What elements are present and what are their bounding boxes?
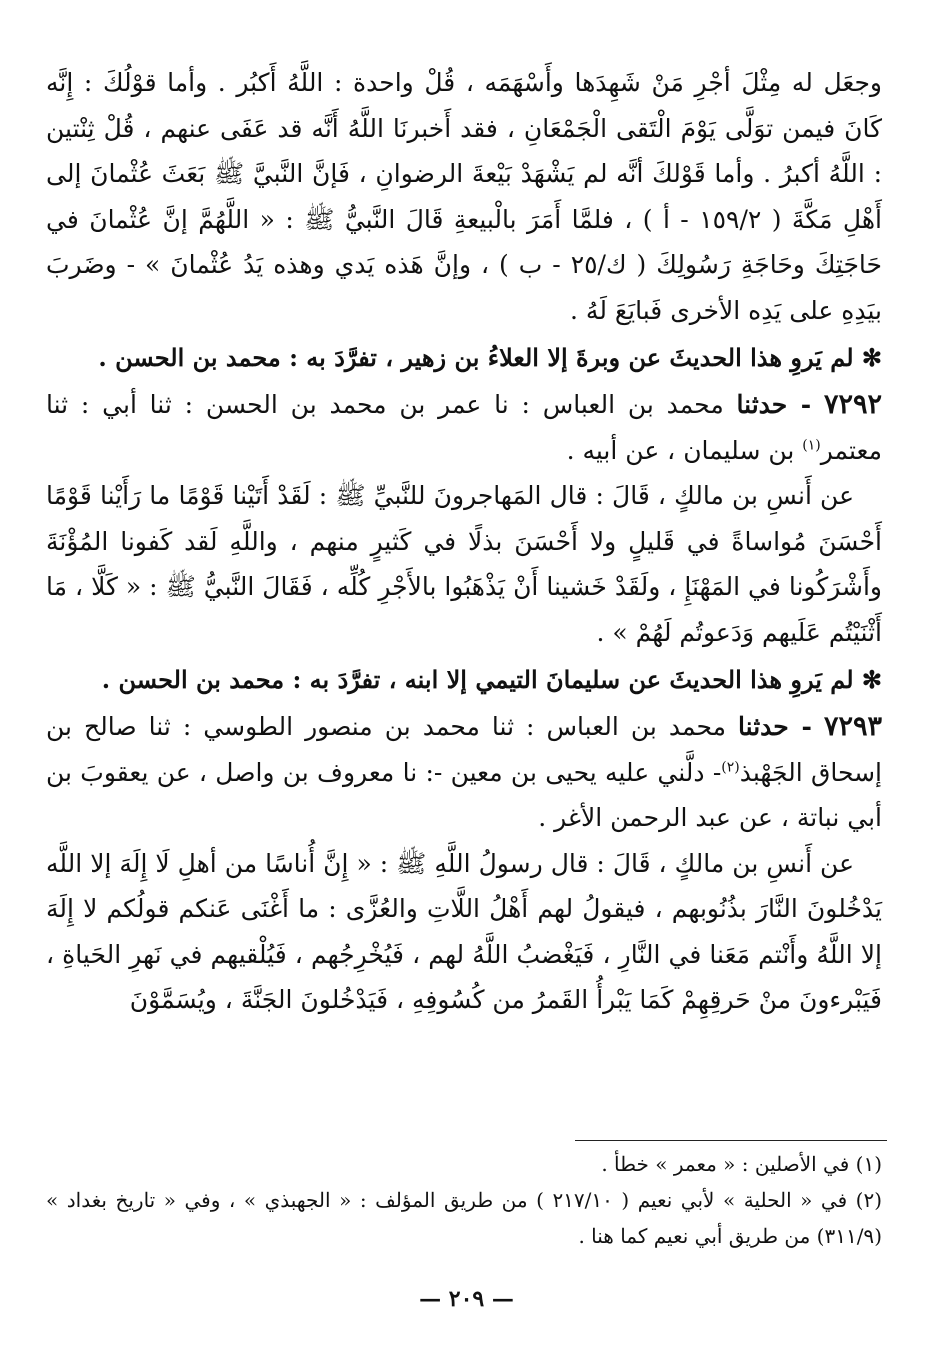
footnotes	[46, 1146, 882, 1254]
hadith-number: ٧٢٩٣	[823, 711, 882, 742]
hadith-isnad-tail: - دلَّني عليه يحيى بن معين -: نا معروف بن واصل ، عن يعقوبَ بن أبي نباتة ، عن عبد الرحمن الأغر .	[46, 757, 882, 832]
hadith-text-continued: وجعَل له مِثْلَ أجْرِ مَنْ شَهِدَها وأَسْهَمَه ، قُلْ واحدة : اللَّهُ أَكبُر . وأما قوْلُكَ : إِنَّه كَانَ فيمن توَلَّى يَوْمَ الْتَقى الْجَمْعَانِ ، فقد أَخبرنَا اللَّهُ أَنَّه قد عَفَى عنهم ، قُلْ ثِنْتين : اللَّهُ أكبرُ . وأما قَوْلكَ أنَّه لم يَشْهَدْ بَيْعةَ الرضوانِ ، فَإنَّ النَّبيَّ ﷺ بَعَثَ عُثْمانَ إلى أَهْلِ مَكَّةَ ( ١٥٩/٢ - أ ) ، فلمَّا أَمَرَ بالْبيعةِ قَالَ النَّبيُّ ﷺ : « اللَّهُمَّ إنَّ عُثْمانَ في حَاجَتِكَ وحَاجَةِ رَسُولِكَ ( ك/٢٥ - ب ) ، وإنَّ هَذه يَدي وهذه يَدُ عُثْمانَ » - وضَربَ بيَدِهِ على يَدِه الأخرى فَبايَعَ لَهُ .	[46, 68, 882, 325]
page-number: — ٢٠٩ —	[419, 1286, 514, 1312]
narration-note-text: لم يَروِ هذا الحديثَ عن سليمانَ التيمي إلا ابنه ، تفرَّدَ به : محمد بن الحسن .	[101, 665, 854, 694]
footnote: (٢) في « الحلية » لأبي نعيم ( ٢١٧/١٠ ) من طريق المؤلف : « الجهبذي » ، وفي « تاريخ بغداد » (٣١١/٩) من طريق أبي نعيم كما هنا .	[46, 1188, 883, 1248]
narration-note-text: لم يَروِ هذا الحديثَ عن وبرةَ إلا العلاءُ بن زهير ، تفرَّدَ به : محمد بن الحسن .	[98, 343, 854, 372]
hadith-number: ٧٢٩٢	[823, 389, 882, 420]
hadith-matn: عن أَنسِ بن مالكٍ ، قَالَ : قال المَهاجرونَ للنَّبيِّ ﷺ : لَقَدْ أَتَيْنا قَوْمًا ما رَأَيْنا قَوْمًا أَحْسَنَ مُواساةً في قَليلٍ ولا أَحْسَنَ بذلًا في كَثيرٍ منهم ، واللَّهِ لَقد كَفونا المُؤْنَةَ وأَشْرَكُونا في المَهْنَإِ ، ولَقَدْ خَشينا أَنْ يَذْهَبُوا بالأَجْرِ كُلِّه ، فَقَالَ النَّبيُّ ﷺ : « كَلَّا ، مَا أَثْنَيْتُم عَلَيهم وَدَعوتُم لَهُمْ » .	[46, 481, 882, 647]
star-bullet-icon: ✻	[853, 665, 882, 694]
hadith-lead-word: حدثنا	[738, 712, 789, 741]
hadith-lead: -	[787, 390, 812, 419]
hadith-isnad-tail: بن سليمان ، عن أبيه .	[566, 435, 795, 465]
hadith-matn: عن أَنسِ بن مالكٍ ، قَالَ : قال رسولُ اللَّهِ ﷺ : « إِنَّ أُناسًا من أهلِ لَا إِلَهَ إلا اللَّه يَدْخُلونَ النَّارَ بذُنُوبهم ، فيقولُ لهم أَهْلُ اللَّاتِ والعُزَّى : ما أَغْنَى عَنكم قولُكم لا إِلَهَ إلا اللَّهُ وأَنْتم مَعَنا في النَّارِ ، فَيَغْضبُ اللَّهُ لهم ، فَيُخْرِجُهم ، فَيُلْقيهم في نَهرِ الحَياةِ ، فَيَبْرءونَ منْ حَرقِهِمْ كَمَا يَبْرأُ القَمرُ من كُسُوفِهِ ، فَيَدْخُلونَ الجَنَّةَ ، ويُسَمَّوْنَ	[46, 848, 882, 1014]
hadith-heading	[46, 382, 882, 473]
footnote: (١) في الأصلين : « معمر » خطأ .	[601, 1152, 882, 1176]
footnote-marker: (١)	[802, 437, 821, 454]
page-body	[46, 60, 882, 1023]
narration-note	[46, 335, 882, 380]
hadith-lead: -	[788, 712, 812, 741]
hadith-isnad: محمد بن العباس : نا عمر بن محمد بن الحسن : ثنا أبي : ثنا معتمر	[46, 390, 882, 465]
hadith-heading	[46, 704, 882, 841]
narration-note	[46, 657, 882, 702]
footnote-divider	[575, 1140, 887, 1141]
hadith-isnad: محمد بن العباس : ثنا محمد بن منصور الطوسي : ثنا صالح بن إسحاق الجَهْبذ	[46, 712, 882, 787]
footnote-marker: (٢)	[721, 759, 740, 776]
star-bullet-icon: ✻	[853, 343, 882, 372]
hadith-lead-word: حدثنا	[736, 390, 788, 419]
